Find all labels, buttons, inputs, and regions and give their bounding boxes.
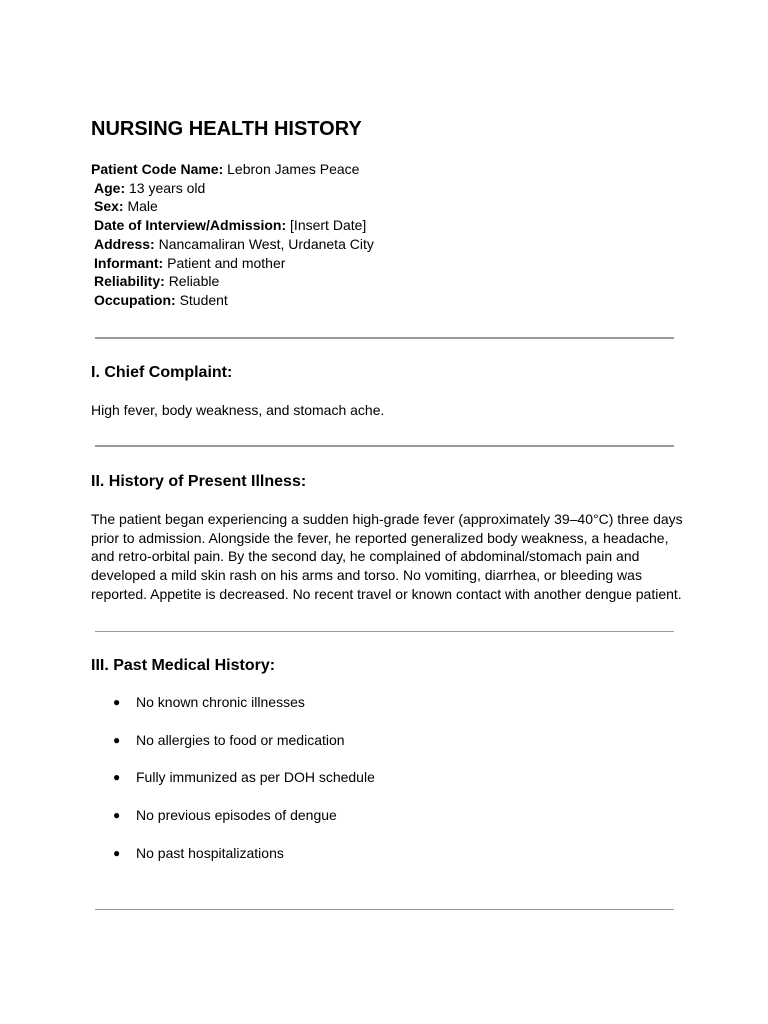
reliability-label: Reliability: bbox=[94, 273, 165, 290]
paragraph-line: The patient began experiencing a sudden high-grade fever (approximately 39–40°C) three days bbox=[91, 511, 683, 527]
divider bbox=[95, 631, 674, 632]
sex-row bbox=[91, 197, 374, 216]
chief-complaint-text: High fever, body weakness, and stomach ache. bbox=[91, 402, 385, 418]
bullet-icon: ● bbox=[113, 770, 121, 785]
patient-info-block bbox=[91, 160, 374, 310]
paragraph-line: prior to admission. Alongside the fever, he reported generalized body weakness, a headache, bbox=[91, 529, 669, 546]
present-illness-heading: II. History of Present Illness: bbox=[91, 473, 307, 490]
list-item-text: No past hospitalizations bbox=[136, 844, 284, 861]
address-value: Nancamaliran West, Urdaneta City bbox=[158, 235, 374, 252]
reliability-row bbox=[91, 272, 374, 291]
list-item-text: No known chronic illnesses bbox=[136, 694, 305, 710]
occupation-row bbox=[91, 291, 374, 310]
bullet-icon: ● bbox=[113, 695, 121, 709]
interview-date-row bbox=[91, 216, 374, 235]
age-row bbox=[91, 179, 374, 198]
paragraph-line: and retro-orbital pain. By the second day, he complained of abdominal/stomach pain and bbox=[91, 548, 640, 565]
bullet-icon: ● bbox=[113, 845, 121, 860]
paragraph-line: developed a mild skin rash on his arms and torso. No vomiting, diarrhea, or bleeding was bbox=[91, 567, 642, 584]
list-item-text: Fully immunized as per DOH schedule bbox=[136, 769, 375, 786]
divider bbox=[95, 337, 674, 339]
bullet-icon: ● bbox=[113, 732, 121, 747]
sex-value: Male bbox=[127, 198, 158, 215]
informant-label: Informant: bbox=[94, 254, 164, 271]
age-label: Age: bbox=[94, 179, 126, 196]
interview-date-value: [Insert Date] bbox=[290, 217, 367, 234]
interview-date-label: Date of Interview/Admission: bbox=[94, 217, 287, 234]
informant-value: Patient and mother bbox=[167, 254, 286, 271]
occupation-value: Student bbox=[179, 291, 228, 308]
past-medical-heading: III. Past Medical History: bbox=[91, 657, 276, 674]
address-row bbox=[91, 235, 374, 254]
address-label: Address: bbox=[94, 235, 155, 252]
informant-row bbox=[91, 254, 374, 273]
bullet-icon: ● bbox=[113, 808, 121, 823]
paragraph-line: reported. Appetite is decreased. No recent travel or known contact with another dengue patient. bbox=[91, 585, 682, 602]
patient-code-name-value: Lebron James Peace bbox=[227, 161, 360, 177]
sex-label: Sex: bbox=[94, 198, 124, 215]
patient-code-name-label: Patient Code Name: bbox=[91, 161, 224, 177]
age-value: 13 years old bbox=[129, 179, 206, 196]
occupation-label: Occupation: bbox=[94, 291, 176, 308]
patient-code-name-row bbox=[91, 160, 374, 179]
document-title: NURSING HEALTH HISTORY bbox=[91, 118, 362, 140]
divider bbox=[95, 909, 674, 910]
chief-complaint-heading: I. Chief Complaint: bbox=[91, 364, 233, 381]
list-item-text: No previous episodes of dengue bbox=[136, 807, 337, 824]
list-item-text: No allergies to food or medication bbox=[136, 731, 345, 748]
reliability-value: Reliable bbox=[168, 273, 220, 290]
divider bbox=[95, 445, 674, 447]
present-illness-paragraph bbox=[91, 510, 691, 604]
